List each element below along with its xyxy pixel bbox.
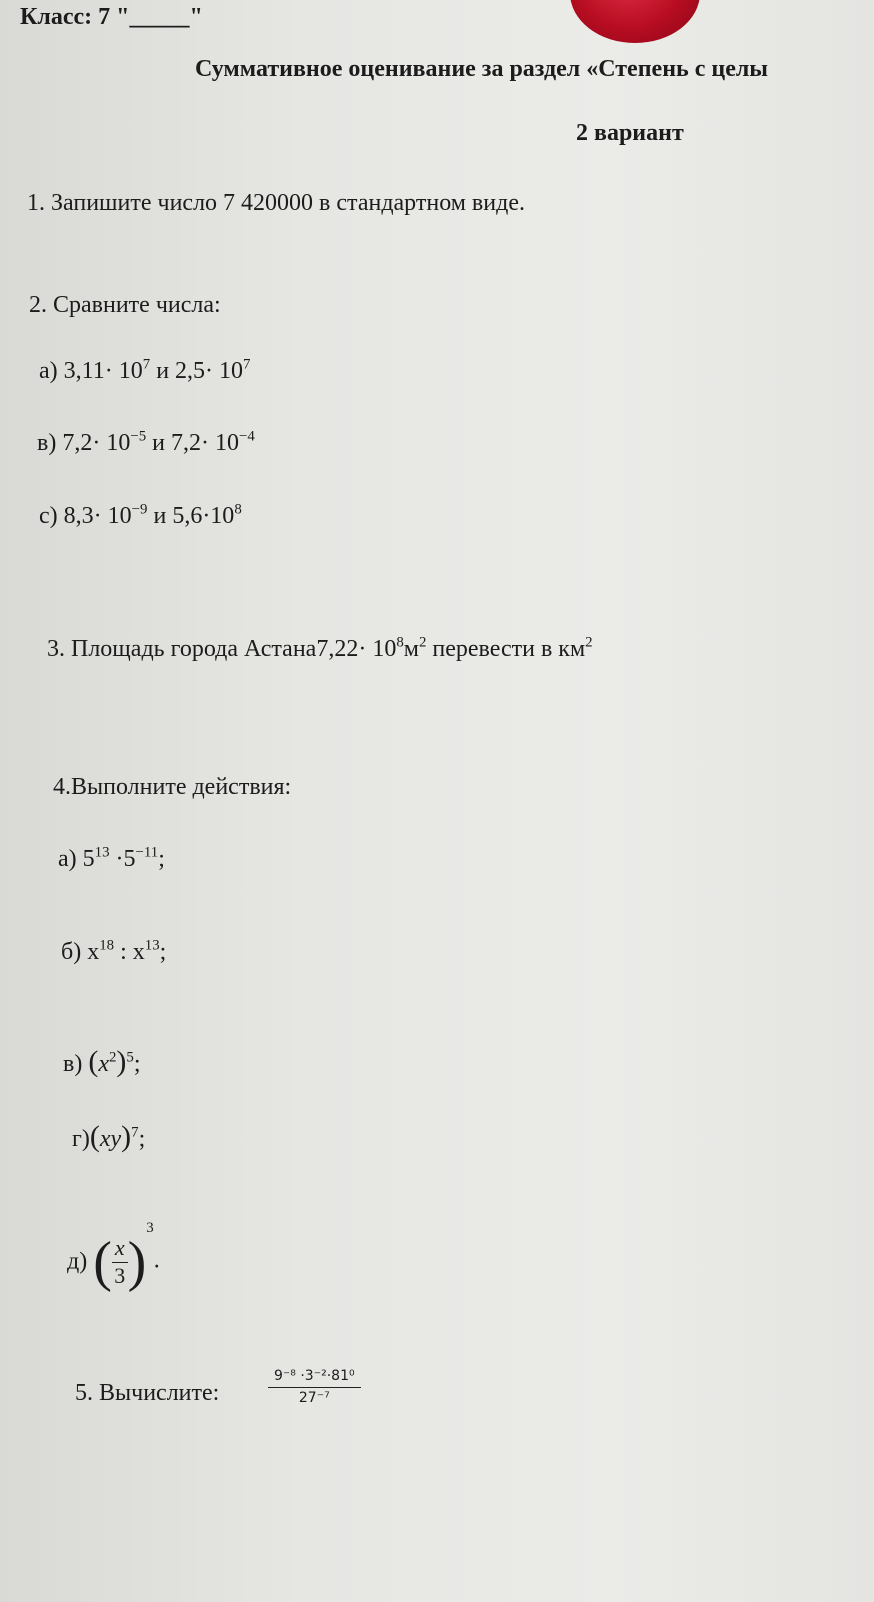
page-title: Суммативное оценивание за раздел «Степень с целы <box>195 56 769 82</box>
class-label: Класс: 7 "_____" <box>20 4 203 30</box>
question-5-label: 5. Вычислите: <box>75 1380 220 1406</box>
question-2-title: 2. Сравните числа: <box>29 292 221 318</box>
question-2b: в) $7,2\cdot 10^{-5}$ и $7,2\cdot 10^{-4}$ <box>37 428 255 456</box>
question-5-fraction: $\frac{\text{9⁻⁸ ·3⁻²·81⁰}}{\text{27⁻⁷}}$ <box>268 1368 361 1406</box>
question-4a: а) $5^{13} \cdot 5^{-11}$; <box>58 844 165 872</box>
question-2c: с) $8,3\cdot 10^{-9}$ и $5,6\cdot 10^8$ <box>39 501 242 529</box>
question-4-title: 4.Выполните действия: <box>53 774 292 800</box>
question-4d: д) ( $\frac{x}{3}$ )$^3$. <box>67 1220 160 1294</box>
red-ball-photo-object <box>570 0 700 43</box>
variant-label: 2 вариант <box>576 120 684 146</box>
question-3: 3. Площадь города Астана7,22· $10^8м^2$ перевести в $км^2$ <box>47 634 593 662</box>
title-wrapper <box>0 56 874 83</box>
question-1: 1. Запишите число 7 420000 в стандартном виде. <box>27 190 525 216</box>
question-4v: в) $(x^2)^5$; <box>63 1045 141 1078</box>
question-4b: б) $x^{18}$ : $x^{13}$; <box>61 937 167 965</box>
question-2a: а) $3,11\cdot 10^7$ и $2,5\cdot 10^7$ <box>39 356 251 384</box>
question-4g: г)(xy)$^7$; <box>72 1120 146 1153</box>
